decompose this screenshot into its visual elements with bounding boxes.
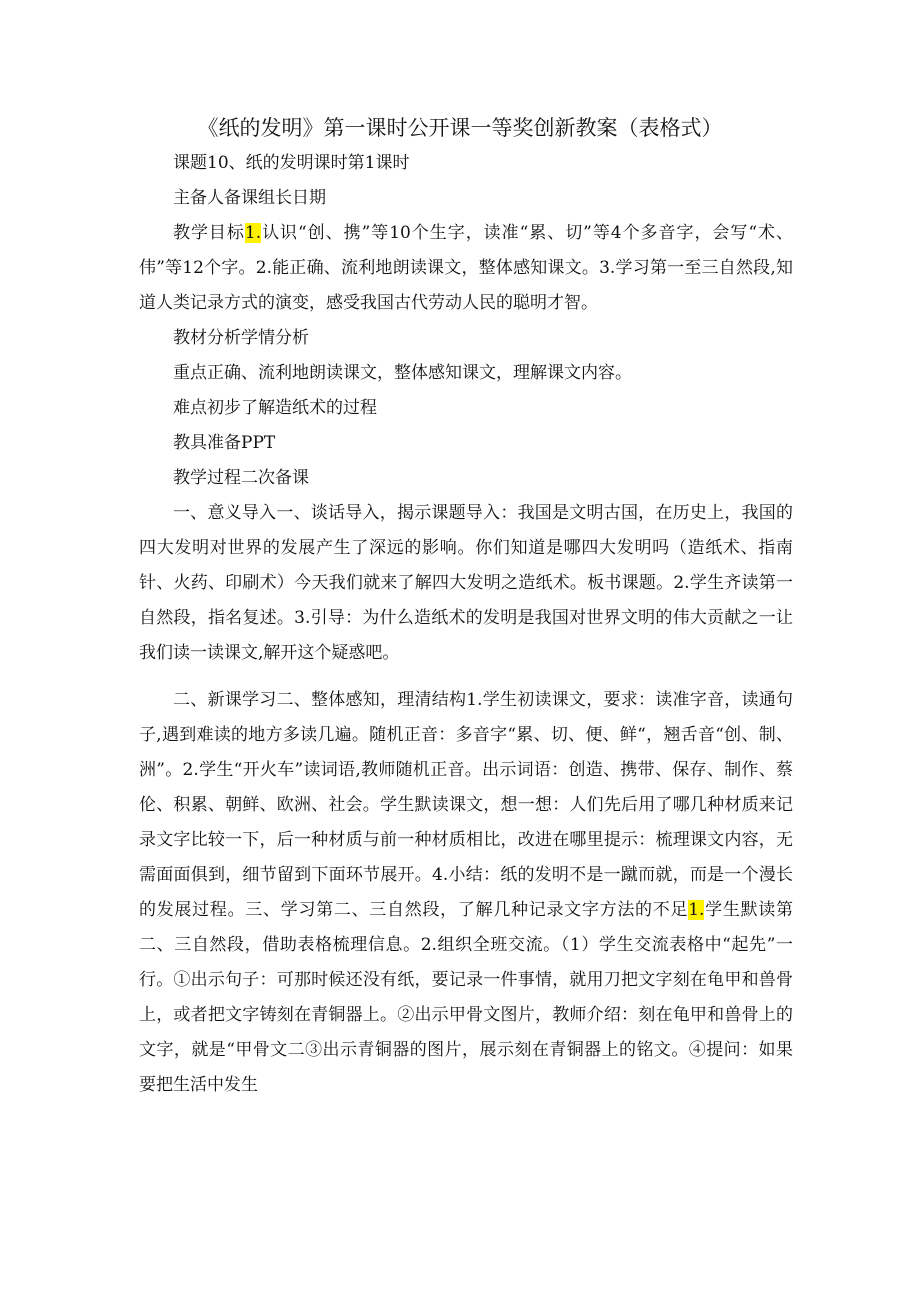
process-line: 教学过程二次备课 (173, 468, 309, 488)
document-title: 《纸的发明》第一课时公开课一等奖创新教案（表格式） (197, 116, 723, 140)
key-points-line: 重点正确、流利地朗读课文，整体感知课文，理解课文内容。 (173, 363, 632, 383)
section-new-lesson (139, 683, 793, 1103)
lesson-info-line: 课题10、纸的发明课时第1课时 (173, 153, 410, 173)
section-new-lesson-continued: 学生默读第二、三自然段，借助表格梳理信息。2.组织全班交流。（1）学生交流表格中“起先”一行。①出示句子：可那时候还没有纸，要记录一件事情，就用刀把文字刻在龟甲和兽骨上，或者把文字铸刻在青铜器上。②出示甲骨文图片，教师介绍：刻在龟甲和兽骨上的文字，就是“甲骨文二③出示青铜器的图片，展示刻在青铜器上的铭文。④提问：如果要把生活中发生 (139, 900, 794, 1095)
objectives-text: 认识“创、携”等10个生字，读准“累、切”等4个多音字，会写“术、伟”等12个字。2.能正确、流利地朗读课文，整体感知课文。3.学习第一至三自然段,知道人类记录方式的演变，感受我国古代劳动人民的聪明才智。 (139, 223, 793, 313)
document-body (139, 146, 793, 1103)
highlighted-marker: 1. (244, 223, 262, 243)
difficulty-line: 难点初步了解造纸术的过程 (173, 398, 377, 418)
section-new-lesson-text: 二、新课学习二、整体感知，理清结构1.学生初读课文，要求：读准字音，读通句子,遇到难读的地方多读几遍。随机正音：多音字“累、切、便、鲜“，翘舌音“创、制、洲”。2.学生“开火车”读词语,教师随机正音。出示词语：创造、携带、保存、制作、蔡伦、积累、朝鲜、欧洲、社会。学生默读课文，想一想：人们先后用了哪几种材质来记录文字比较一下，后一种材质与前一种材质相比，改进在哪里提示：梳理课文内容，无需面面俱到，细节留到下面环节展开。4.小结：纸的发明不是一蹴而就，而是一个漫长的发展过程。三、学习第二、三自然段，了解几种记录文字方法的不足 (139, 690, 793, 920)
highlighted-marker: 1. (688, 900, 705, 920)
teaching-objectives (139, 216, 793, 321)
analysis-line: 教材分析学情分析 (173, 328, 309, 348)
section-introduction: 一、意义导入一、谈话导入，揭示课题导入：我国是文明古国，在历史上，我国的四大发明对世界的发展产生了深远的影响。你们知道是哪四大发明吗（造纸术、指南针、火药、印刷术）今天我们就来了解四大发明之造纸术。板书课题。2.学生齐读第一自然段，指名复述。3.引导：为什么造纸术的发明是我国对世界文明的伟大贡献之一让我们读一读课文,解开这个疑惑吧。 (139, 503, 793, 663)
objectives-label: 教学目标 (173, 223, 245, 243)
teaching-aids-line: 教具准备PPT (173, 433, 276, 453)
preparer-line: 主备人备课组长日期 (173, 188, 326, 208)
